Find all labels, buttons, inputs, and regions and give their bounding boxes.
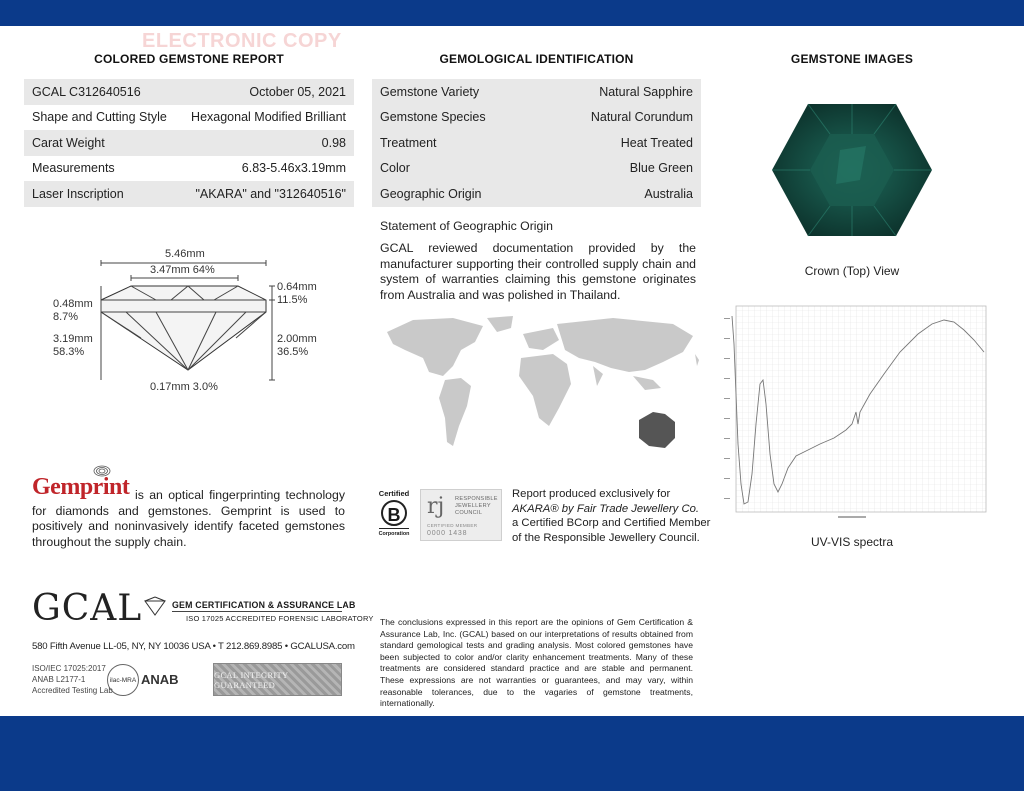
gcal-iso: ISO 17025 ACCREDITED FORENSIC LABORATORY: [186, 614, 374, 623]
rjc-line: RESPONSIBLE: [455, 496, 498, 502]
gemprint-logo: Gemprint: [32, 474, 130, 500]
rjc-member-label: CERTIFIED MEMBER: [427, 523, 478, 528]
disclaimer: The conclusions expressed in this report are the opinions of Gem Certification & Assurance Lab, Inc. (GCAL) based on our interpretations of results obtained from standard gemological tests and grading analysis. Most colored gemstones have been subjected to color and/or clarity enhancement treatments. Many of these treatments are considered standard practice and are stable and permanent. These expressions are not warranties or guarantees, and may vary, within reasonable tolerances, due to the vagaries of gemstone treatments, internationally.: [380, 617, 693, 709]
pavilion-pct-label: 36.5%: [277, 346, 309, 358]
row-label: Measurements: [32, 161, 115, 176]
table-row: [24, 105, 354, 131]
row-value: October 05, 2021: [249, 84, 346, 99]
row-label: GCAL C312640516: [32, 84, 141, 99]
row-value: "AKARA" and "312640516": [195, 186, 346, 201]
proportion-diagram: [96, 258, 286, 383]
origin-statement: GCAL reviewed documentation provided by the manufacturer supporting their controlled supply chain and system of warranties claiming this gemstone originates from Australia and was polished in Thailand.: [380, 241, 696, 302]
rjc-member-no: 0000 1438: [427, 530, 468, 537]
uv-vis-spectrum: [718, 304, 990, 526]
accreditation-line: ISO/IEC 17025:2017: [32, 664, 106, 673]
rjc-mark-icon: rj: [427, 494, 445, 519]
row-label: Treatment: [380, 135, 437, 150]
row-label: Carat Weight: [32, 135, 105, 150]
row-value: Heat Treated: [620, 135, 693, 150]
gcal-logo: GCAL: [32, 588, 143, 629]
row-value: 6.83-5.46x3.19mm: [241, 161, 346, 176]
table-row: [24, 130, 354, 156]
integrity-seal: GCAL INTEGRITY GUARANTEED: [213, 663, 342, 696]
electronic-copy-watermark: ELECTRONIC COPY: [142, 30, 342, 52]
table-row: [24, 79, 354, 105]
spectra-caption: UV-VIS spectra: [810, 535, 894, 549]
greenland: [487, 316, 513, 332]
report-heading: COLORED GEMSTONE REPORT: [94, 52, 284, 66]
row-label: Color: [380, 161, 410, 176]
indonesia: [633, 376, 661, 390]
row-value: Blue Green: [629, 161, 693, 176]
row-label: Gemstone Variety: [380, 84, 480, 99]
produced-line: Report produced exclusively for: [512, 488, 671, 500]
diamond-logo-icon: [141, 595, 169, 617]
gcal-name: GEM CERTIFICATION & ASSURANCE LAB: [172, 600, 356, 610]
gcal-divider: [172, 611, 342, 612]
rjc-line: JEWELLERY: [455, 503, 491, 509]
japan: [695, 354, 699, 366]
row-value: Natural Corundum: [590, 110, 693, 125]
crown-mm-label: 0.48mm: [53, 298, 93, 310]
crown-pct-label: 8.7%: [53, 311, 79, 323]
ilac-mra-seal: ilac-MRA: [107, 664, 139, 696]
produced-line: AKARA® by Fair Trade Jewellery Co.: [512, 502, 700, 515]
row-label: Gemstone Species: [380, 110, 486, 125]
table-label: 3.47mm 64%: [150, 264, 215, 276]
origin-title: Statement of Geographic Origin: [380, 219, 553, 233]
rjc-badge: [420, 489, 502, 541]
produced-note: [512, 487, 710, 545]
asia: [557, 318, 693, 372]
south-america: [439, 378, 471, 446]
gemstone-photo: [770, 100, 935, 240]
produced-line: a Certified BCorp and Certified Member: [512, 517, 711, 529]
africa: [519, 354, 571, 426]
spectrum-axis-ticks: [724, 318, 730, 499]
world-map: [383, 314, 701, 470]
images-heading: GEMSTONE IMAGES: [790, 52, 914, 66]
accreditation-line: Accredited Testing Lab: [32, 686, 113, 695]
bcorp-logo: [377, 489, 411, 537]
bcorp-top: Certified: [378, 489, 410, 498]
identification-heading: GEMOLOGICAL IDENTIFICATION: [439, 52, 634, 66]
rjc-line: COUNCIL: [455, 510, 483, 516]
row-value: 0.98: [321, 135, 346, 150]
row-label: Laser Inscription: [32, 186, 124, 201]
row-value: Natural Sapphire: [599, 84, 693, 99]
identification-table: [372, 79, 701, 207]
bcorp-letter: B: [381, 500, 407, 526]
bcorp-rule: [379, 528, 409, 529]
culet-label: 0.17mm 3.0%: [150, 381, 218, 393]
anab-logo: ANAB: [141, 672, 179, 687]
australia: [639, 412, 675, 448]
row-label: Shape and Cutting Style: [32, 110, 167, 125]
top-band: [0, 0, 1024, 26]
depth-pct-label: 58.3%: [53, 346, 85, 358]
table-row: [24, 181, 354, 207]
table-row: [372, 105, 701, 131]
gemprint-description: is an optical fingerprinting technology for diamonds and gemstones. Gemprint is used to positively and noninvasively identify faceted gemstones throughout the supply chain.: [32, 488, 345, 549]
bcorp-bottom: Corporation: [378, 531, 410, 537]
width-label: 5.46mm: [165, 248, 205, 260]
table-row: [372, 181, 701, 207]
girdle-pct-label: 11.5%: [277, 294, 308, 306]
table-row: [24, 156, 354, 182]
europe: [523, 328, 559, 350]
produced-line: of the Responsible Jewellery Council.: [512, 531, 700, 544]
table-row: [372, 130, 701, 156]
accreditation: [32, 663, 113, 696]
pavilion-mm-label: 2.00mm: [277, 333, 317, 345]
north-america: [387, 318, 483, 376]
table-row: [372, 79, 701, 105]
depth-mm-label: 3.19mm: [53, 333, 93, 345]
girdle-mm-label: 0.64mm: [277, 281, 317, 293]
report-table: [24, 79, 354, 207]
rjc-name: [455, 496, 498, 517]
crown-caption: Crown (Top) View: [804, 264, 900, 278]
spectrum-xlabel-mark: [838, 516, 866, 518]
india: [593, 366, 603, 386]
gcal-address: 580 Fifth Avenue LL-05, NY, NY 10036 USA • T 212.869.8985 • GCALUSA.com: [32, 641, 355, 652]
row-value: Hexagonal Modified Brilliant: [191, 110, 346, 125]
accreditation-line: ANAB L2177-1: [32, 675, 86, 684]
table-row: [372, 156, 701, 182]
bottom-band: [0, 716, 1024, 791]
row-value: Australia: [644, 186, 693, 201]
row-label: Geographic Origin: [380, 186, 482, 201]
